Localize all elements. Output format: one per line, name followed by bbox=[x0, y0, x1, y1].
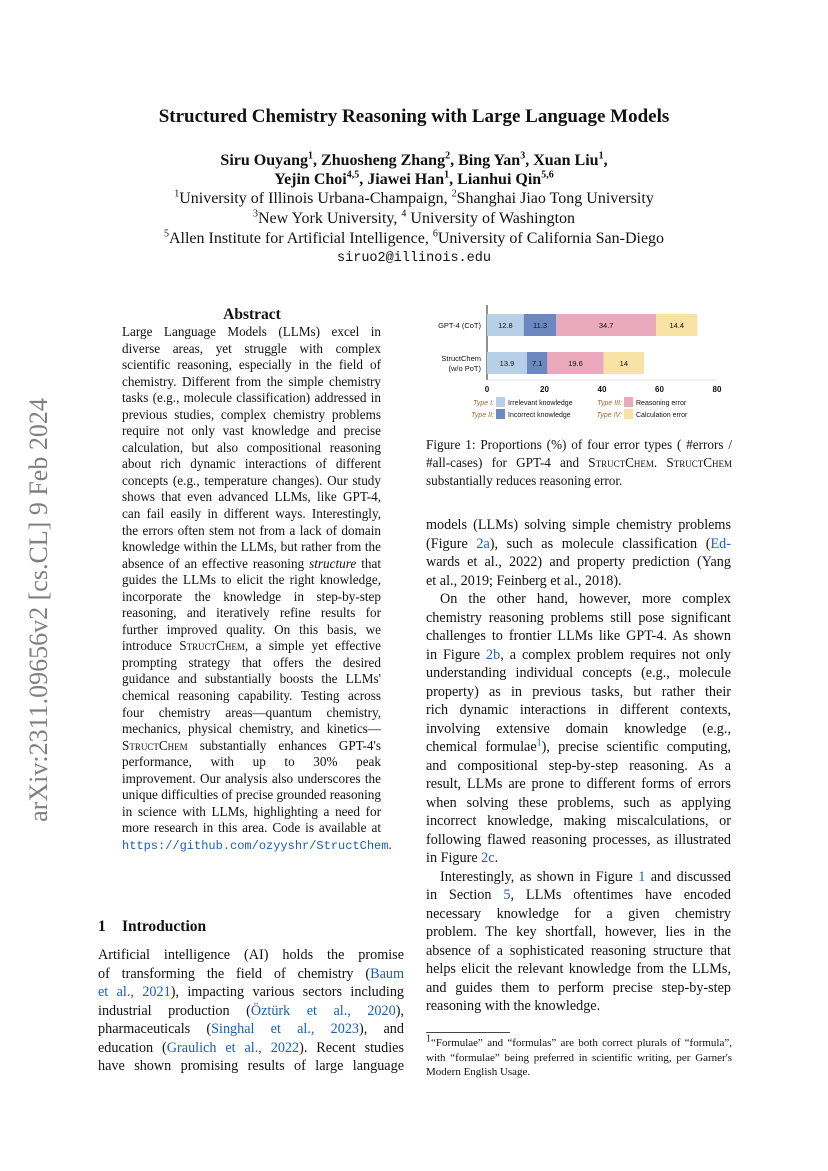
legend-label: Reasoning error bbox=[636, 400, 687, 407]
affiliation-name: Shanghai Jiao Tong University bbox=[456, 190, 654, 207]
section-heading-introduction bbox=[98, 918, 206, 936]
text-line: education (Graulich et al., 2022). Recent studies bbox=[98, 1039, 404, 1056]
legend-swatch bbox=[624, 409, 633, 419]
text-line: in Section 5, LLMs oftentimes have encoded bbox=[426, 887, 732, 903]
text-line: property) as in previous tasks, but rather their bbox=[426, 683, 731, 700]
x-tick-label: 20 bbox=[540, 385, 549, 394]
text-line: et al., 2019; Feinberg et al., 2018). bbox=[426, 572, 622, 589]
text-line: when solving these problems, such as applying bbox=[426, 794, 731, 811]
text-line: have shown promising results of large language bbox=[98, 1058, 404, 1074]
affiliation-line-1 bbox=[90, 190, 738, 208]
author-line-1 bbox=[90, 152, 738, 170]
method-name: StructChem bbox=[666, 455, 732, 470]
text-line: following flawed reasoning processes, as illustrated bbox=[426, 831, 731, 848]
text-line: Interestingly, as shown in Figure 1 and discussed bbox=[440, 868, 731, 885]
text-line: pharmaceuticals (Singhal et al., 2023), and bbox=[98, 1021, 404, 1037]
affiliation-name: University of Illinois Urbana-Champaign, bbox=[179, 190, 452, 207]
legend-label: Irrelevant knowledge bbox=[508, 400, 573, 407]
text-line: of transforming the field of chemistry (Baum bbox=[98, 965, 404, 982]
text-line: challenges to frontier LLMs like GPT-4. As shown bbox=[426, 628, 731, 644]
text-line: models (LLMs) solving simple chemistry problems bbox=[426, 517, 731, 533]
arxiv-identifier: arXiv:2311.09656v2 [cs.CL] 9 Feb 2024 bbox=[24, 398, 53, 822]
error-proportion-bar-chart bbox=[426, 300, 732, 428]
emphasis-structure: structure bbox=[309, 555, 357, 571]
text-line: and guides them to perform precise step-by-step bbox=[426, 979, 731, 996]
abstract-heading: Abstract bbox=[223, 306, 281, 323]
text-line: problem. The key shortfall, however, lies in the bbox=[426, 924, 731, 940]
abstract-paragraph: Large Language Models (LLMs) excel in diverse areas, yet struggle with complex scientific reasoning, especially in the field of chemistry. Different from the simple chemistry tasks (e.g., molecule classification) addressed in previous studies, complex chemistry problems require not only vast knowledge and precise calculation, but also compositional reasoning about rich dynamic interactions of different concepts (e.g., temperature changes). Our study shows that even advanced LLMs, like GPT-4, can fail easily in different ways. Interestingly, the errors often stem not from a lack of domain knowledge within the LLMs, but rather from the absence of an effective reasoning structure that guides the LLMs to elicit the right knowledge, incorporate the knowledge in step-by-step reasoning, and iteratively refine results for further improved quality. On this basis, we introduce StructChem, a simple yet effective prompting strategy that offers the desired guidance and substantially boosts the LLMs' chemical reasoning capability. Testing across four chemistry areas—quantum chemistry, mechanics, physical chemistry, and kinetics—StructChem substantially enhances GPT-4's performance, with up to 30% peak improvement. Our analysis also underscores the unique difficulties of precise grounded reasoning in science with LLMs, highlighting a need for more research in this area. Code is available at https://github.com/ozyyshr/StructChem. bbox=[122, 324, 392, 853]
author-affiliation-mark: 1 bbox=[308, 150, 314, 162]
bar-value-label: 19.6 bbox=[568, 359, 583, 368]
code-link[interactable]: https://github.com/ozyyshr/StructChem bbox=[122, 838, 389, 853]
arxiv-side-stamp bbox=[14, 370, 64, 850]
affiliation-mark: 1 bbox=[174, 188, 180, 200]
text-line: incorrect knowledge, making miscalculations, or bbox=[426, 813, 731, 829]
text-line: et al., 2021), impacting various sectors including bbox=[98, 984, 405, 1000]
x-tick-label: 40 bbox=[597, 385, 607, 394]
footnote bbox=[426, 1033, 732, 1080]
intro-column-right bbox=[426, 516, 731, 1016]
reference-link[interactable]: 2b bbox=[486, 646, 501, 663]
abstract-body bbox=[122, 324, 392, 855]
text-line: understanding individual concepts (e.g., molecule bbox=[426, 665, 731, 681]
author-name: Jiawei Han bbox=[367, 171, 445, 188]
legend-type-label: Type III: bbox=[597, 400, 622, 407]
footnote-text: “Formulae” and “formulas” are both correct plurals of “formula”, with “formulae” being preferred in scientific writing, per Garner's Modern English Usage. bbox=[426, 1037, 732, 1078]
text-line: (Figure 2a), such as molecule classification (Ed- bbox=[426, 535, 731, 552]
text-line: in Figure 2b, a complex problem requires not only bbox=[426, 646, 732, 663]
citation-link[interactable]: et al., 2021 bbox=[98, 984, 171, 1000]
affiliation-line-3 bbox=[90, 230, 738, 248]
bar-value-label: 11.3 bbox=[533, 321, 548, 330]
citation-link[interactable]: Öztürk et al., 2020 bbox=[250, 1002, 396, 1019]
figure-1-chart bbox=[426, 300, 732, 428]
author-email: siruo2@illinois.edu bbox=[337, 251, 491, 266]
reference-link[interactable]: 2a bbox=[476, 535, 490, 552]
text-line: result, LLMs are prone to different forms of errors bbox=[426, 776, 731, 792]
reference-link[interactable]: Ed- bbox=[710, 535, 731, 552]
category-label: (w/o PoT) bbox=[448, 364, 481, 373]
separator: , bbox=[449, 171, 458, 188]
reference-link[interactable]: 2c bbox=[481, 850, 495, 866]
section-title: Introduction bbox=[122, 918, 207, 935]
author-line-2 bbox=[90, 171, 738, 189]
text-line: reasoning with the knowledge. bbox=[426, 998, 601, 1014]
intro-column-left bbox=[98, 946, 404, 1076]
bar-value-label: 14.4 bbox=[669, 321, 685, 330]
affiliation-line-2 bbox=[90, 210, 738, 228]
method-name: StructChem bbox=[588, 455, 654, 470]
text-line: in Figure 2c. bbox=[426, 850, 499, 866]
text-line: industrial production (Öztürk et al., 2020), bbox=[98, 1002, 404, 1019]
bar-value-label: 12.8 bbox=[498, 321, 513, 330]
affiliation-mark: 4 bbox=[401, 208, 407, 220]
text-line: On the other hand, however, more complex bbox=[440, 591, 731, 607]
citation-link[interactable]: Singhal et al., 2023 bbox=[211, 1021, 360, 1037]
text-line: absence of a sophisticated reasoning structure that bbox=[426, 942, 731, 959]
text-line: helps elicit the relevant knowledge from the LLMs, bbox=[426, 961, 731, 977]
author-affiliation-mark: 1 bbox=[598, 150, 604, 162]
legend-type-label: Type IV: bbox=[596, 412, 622, 419]
text-line: Artificial intelligence (AI) holds the promise bbox=[98, 947, 404, 963]
affiliation-name: New York University, bbox=[257, 210, 402, 227]
author-affiliation-mark: 3 bbox=[520, 150, 526, 162]
reference-link[interactable]: 5 bbox=[503, 887, 511, 903]
separator: , bbox=[603, 152, 608, 169]
text-line: involving extensive domain knowledge (e.g., bbox=[426, 720, 731, 737]
author-affiliation-mark: 5,6 bbox=[541, 169, 554, 181]
bar-value-label: 13.9 bbox=[499, 359, 515, 368]
author-affiliation-mark: 4,5 bbox=[346, 169, 360, 181]
footnote-mark: 1 bbox=[426, 1033, 431, 1045]
text-line: necessary knowledge for a given chemistry bbox=[426, 905, 731, 922]
legend-swatch bbox=[496, 397, 505, 407]
method-name: StructChem bbox=[122, 737, 188, 753]
text-line: and compositional step-by-step reasoning. As a bbox=[426, 757, 731, 774]
category-label: StructChem bbox=[441, 354, 481, 363]
bar-value-label: 7.1 bbox=[531, 359, 543, 368]
author-name: Siru Ouyang bbox=[220, 152, 309, 169]
affiliation-name: University of Washington bbox=[406, 210, 576, 227]
section-number: 1 bbox=[98, 918, 106, 935]
reference-link[interactable]: 1 bbox=[638, 868, 646, 885]
text-line: rich dynamic interactions in different contexts, bbox=[426, 702, 731, 718]
affiliation-mark: 5 bbox=[163, 228, 169, 240]
figure-1-caption: Figure 1: Proportions (%) of four error types ( #errors / #all-cases) for GPT-4 and StructChem. StructChem substantially reduces reasoning error. bbox=[426, 437, 732, 488]
affiliation-name: University of California San-Diego bbox=[437, 230, 665, 247]
separator: , bbox=[313, 152, 322, 169]
legend-label: Calculation error bbox=[636, 412, 688, 419]
legend-swatch bbox=[496, 409, 505, 419]
affiliation-mark: 2 bbox=[451, 188, 457, 200]
legend-type-label: Type I: bbox=[473, 400, 494, 407]
bar-value-label: 14 bbox=[619, 359, 629, 368]
citation-link[interactable]: Graulich et al., 2022 bbox=[166, 1039, 300, 1056]
author-name: Yejin Choi bbox=[274, 171, 347, 188]
text-line: wards et al., 2022) and property prediction (Yang bbox=[426, 554, 731, 570]
footnote-link[interactable]: 1 bbox=[536, 737, 542, 749]
separator: , bbox=[359, 171, 368, 188]
category-label: GPT-4 (CoT) bbox=[438, 321, 481, 330]
author-name: Zhuosheng Zhang bbox=[321, 152, 446, 169]
author-name: Bing Yan bbox=[458, 152, 521, 169]
text-line: chemistry reasoning problems still pose significant bbox=[426, 609, 731, 626]
legend-type-label: Type II: bbox=[471, 412, 494, 419]
affiliation-name: Allen Institute for Artificial Intelligence, bbox=[168, 230, 433, 247]
author-name: Lianhui Qin bbox=[457, 171, 542, 188]
author-affiliation-mark: 2 bbox=[445, 150, 451, 162]
paper-title: Structured Chemistry Reasoning with Large Language Models bbox=[158, 106, 670, 127]
citation-link[interactable]: Baum bbox=[370, 965, 404, 982]
separator: , bbox=[525, 152, 534, 169]
affiliation-mark: 6 bbox=[432, 228, 438, 240]
legend-swatch bbox=[624, 397, 633, 407]
footnote-rule bbox=[426, 1032, 510, 1033]
separator: , bbox=[450, 152, 459, 169]
author-name: Xuan Liu bbox=[533, 152, 599, 169]
x-tick-label: 0 bbox=[484, 385, 490, 394]
affiliation-mark: 3 bbox=[252, 208, 258, 220]
text-line: chemical formulae$^1$), precise scientific computing, bbox=[426, 737, 731, 755]
method-name: StructChem bbox=[179, 638, 245, 654]
x-tick-label: 80 bbox=[712, 385, 722, 394]
legend-label: Incorrect knowledge bbox=[508, 412, 571, 419]
x-tick-label: 60 bbox=[655, 385, 664, 394]
author-affiliation-mark: 1 bbox=[444, 169, 450, 181]
bar-value-label: 34.7 bbox=[598, 321, 614, 330]
